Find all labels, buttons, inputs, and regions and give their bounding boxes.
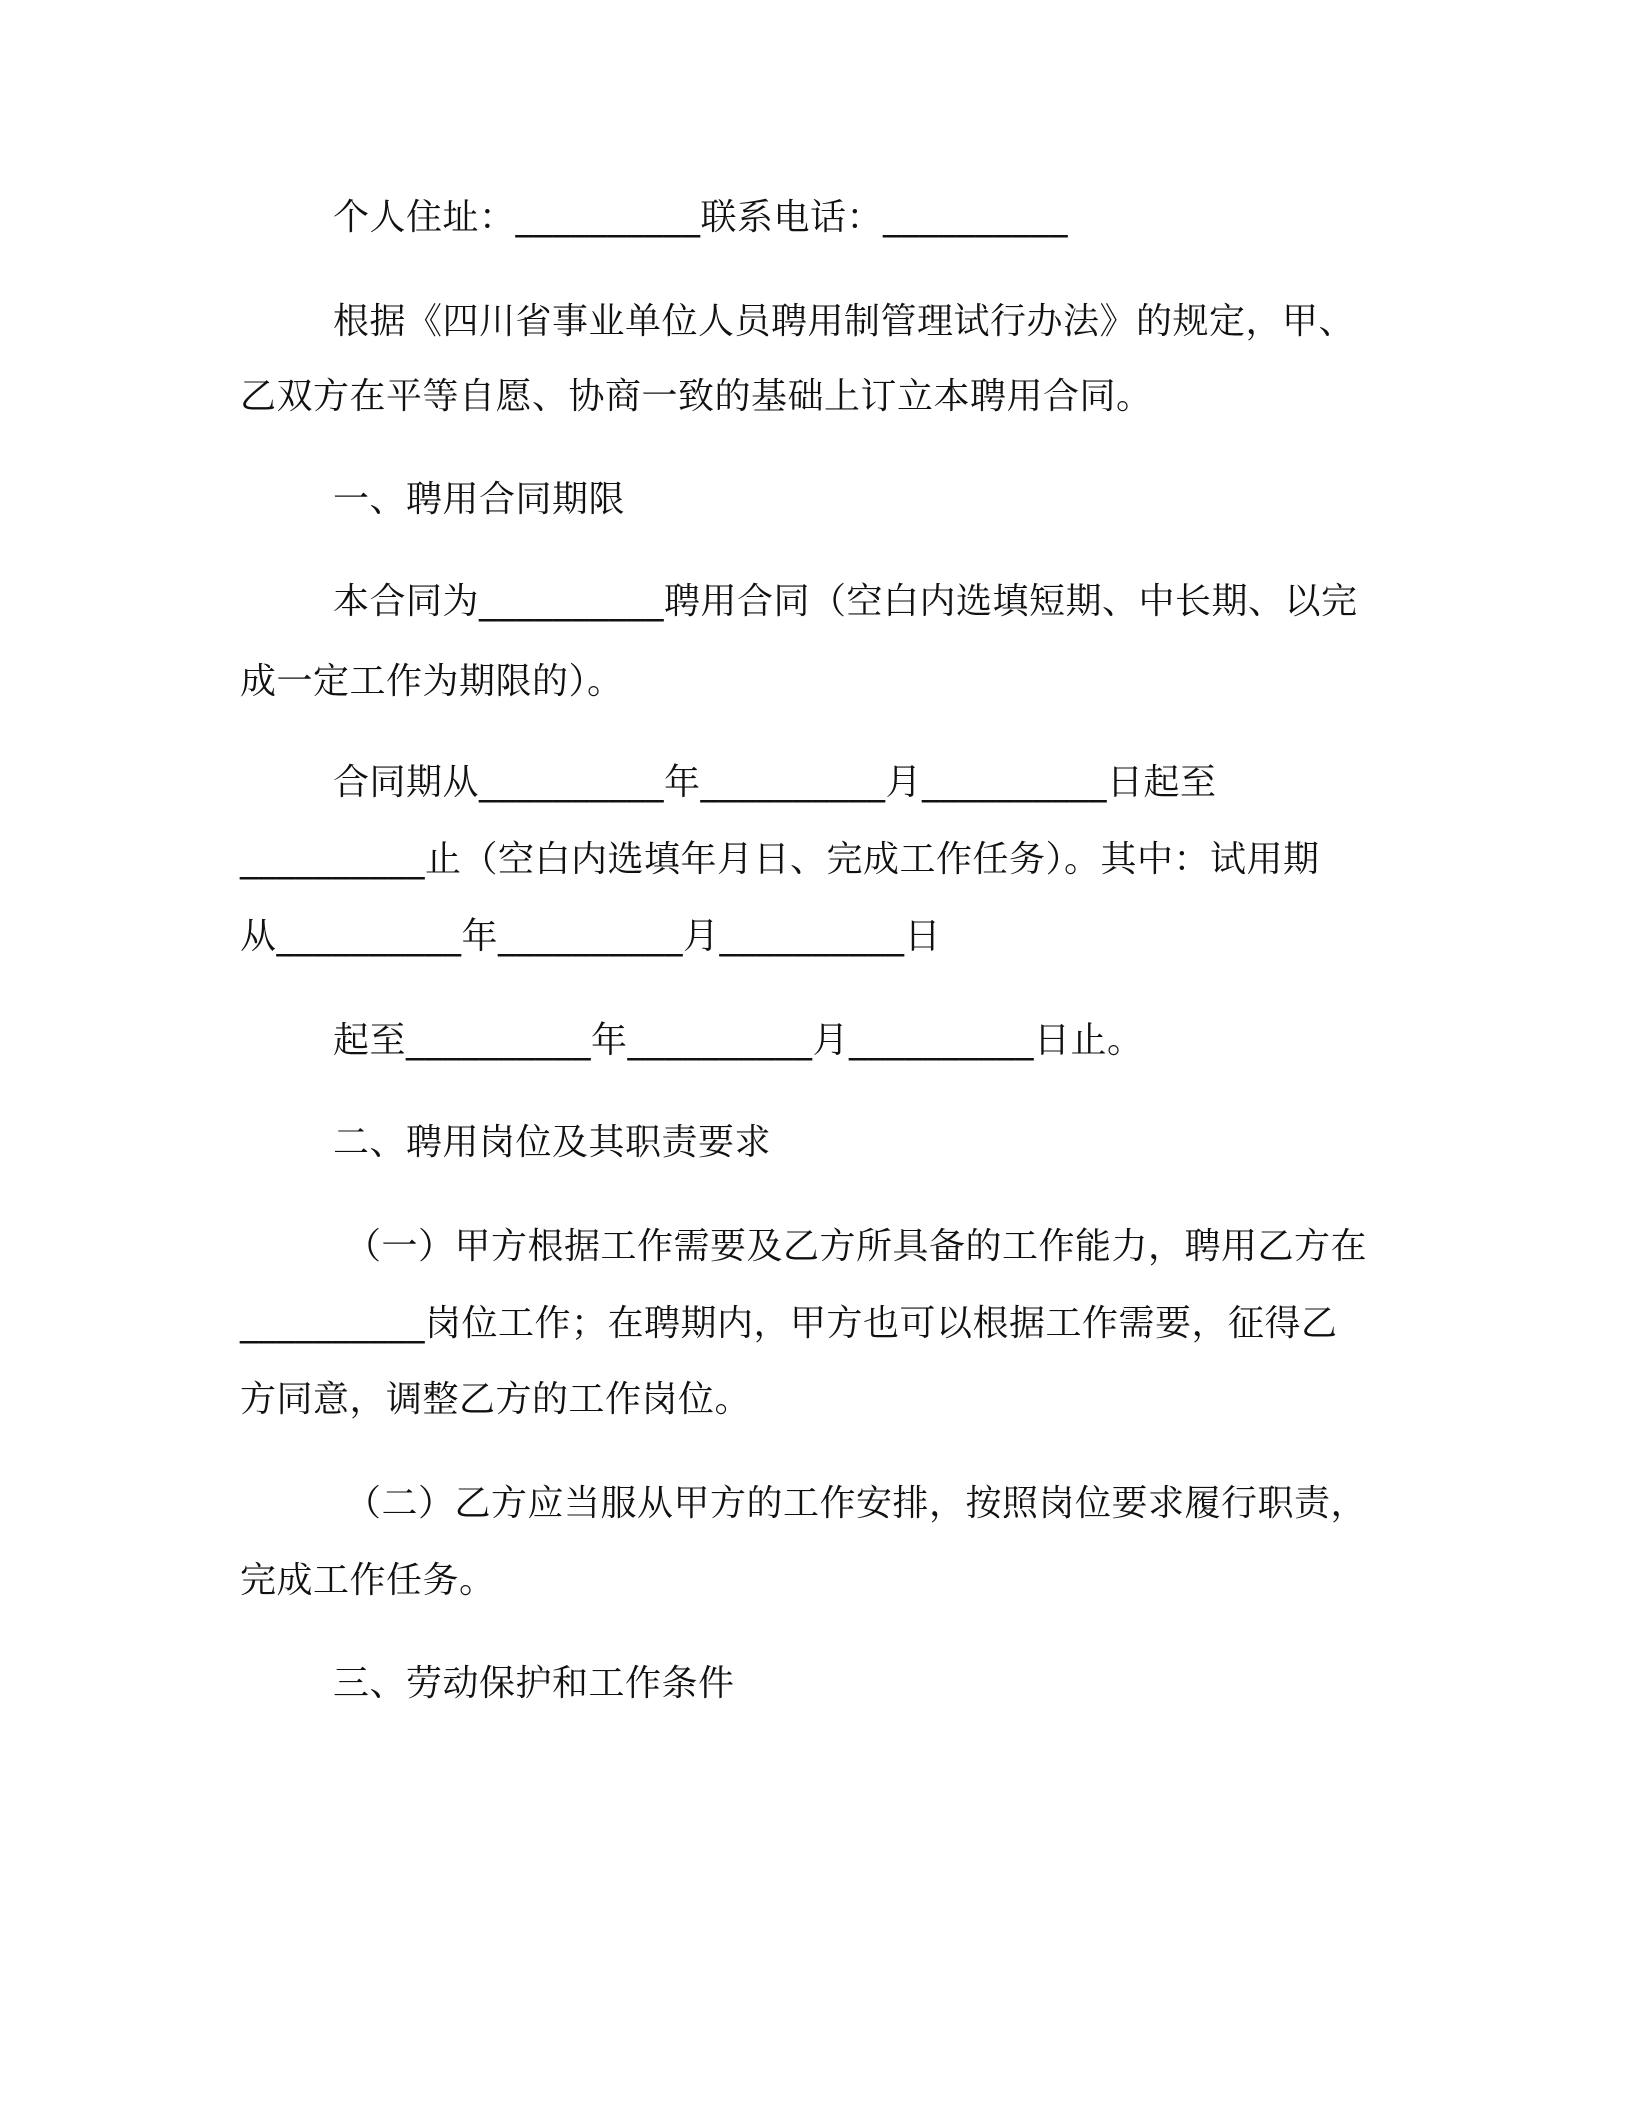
- section-heading-contract-term: 一、聘用合同期限: [333, 479, 626, 520]
- contract-period-line-2: __________止（空白内选填年月日、完成工作任务）。其中：试用期: [240, 839, 1320, 880]
- position-clause-2-line-1: （二）乙方应当服从甲方的工作安排，按照岗位要求履行职责，: [345, 1483, 1368, 1524]
- position-clause-2-line-2: 完成工作任务。: [240, 1560, 496, 1601]
- paragraph-basis-line-2: 乙双方在平等自愿、协商一致的基础上订立本聘用合同。: [240, 376, 1153, 417]
- position-clause-1-line-1: （一）甲方根据工作需要及乙方所具备的工作能力，聘用乙方在: [345, 1226, 1368, 1267]
- address-phone-line: 个人住址：__________联系电话：__________: [333, 197, 1069, 238]
- contract-type-line-2: 成一定工作为期限的）。: [240, 661, 624, 702]
- contract-type-line-1: 本合同为__________聘用合同（空白内选填短期、中长期、以完: [333, 581, 1358, 622]
- paragraph-basis-line-1: 根据《四川省事业单位人员聘用制管理试行办法》的规定，甲、: [333, 301, 1356, 342]
- position-clause-1-line-3: 方同意，调整乙方的工作岗位。: [240, 1379, 752, 1420]
- probation-line-1: 从__________年__________月__________日: [240, 916, 942, 957]
- probation-line-2: 起至__________年__________月__________日止。: [333, 1020, 1144, 1061]
- section-heading-position: 二、聘用岗位及其职责要求: [333, 1122, 772, 1163]
- contract-period-line-1: 合同期从__________年__________月__________日起至: [333, 762, 1217, 803]
- position-clause-1-line-2: __________岗位工作；在聘期内，甲方也可以根据工作需要，征得乙: [240, 1303, 1338, 1344]
- section-heading-labor-protection: 三、劳动保护和工作条件: [333, 1663, 735, 1704]
